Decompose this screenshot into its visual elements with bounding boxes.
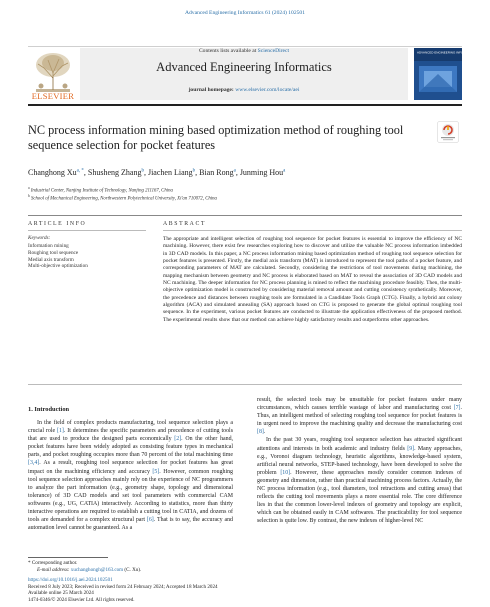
- affiliation-mark: a: [28, 186, 30, 190]
- keyword-item: Multi-objective optimization: [28, 263, 88, 270]
- author-name[interactable]: Changhong Xu: [28, 168, 77, 177]
- body-left-column: [28, 419, 233, 532]
- paragraph-text: . On the other hand, pocket features have been widely adopted as consisting feature types in mechanical parts, and pocket roughing occupies more than 70 percent of the total machining time: [28, 436, 233, 459]
- author-affil-mark: b: [141, 168, 144, 174]
- header-top-rule: [28, 46, 462, 47]
- citation-link[interactable]: [9]: [407, 445, 415, 452]
- article-title: NC process information mining based optimization method of roughing tool sequence selection for pocket features: [28, 123, 404, 152]
- affiliation-mark: b: [28, 194, 30, 198]
- author-name[interactable]: Junming Hou: [239, 168, 284, 177]
- received-dates: Received 8 July 2023; Received in revised form 24 February 2024; Accepted 18 March 2024: [28, 583, 218, 590]
- citation-link[interactable]: [3,4]: [28, 460, 40, 467]
- journal-reference: Advanced Engineering Informatics 61 (2024) 102501: [184, 10, 306, 16]
- email-suffix: (C. Xu).: [123, 567, 142, 573]
- author-affil-mark: a: [283, 168, 286, 174]
- paragraph-text: . It determines the specific parameters and precedence of cutting tools that are used to produce the designed parts economically: [28, 428, 233, 443]
- keywords-list: [28, 243, 146, 270]
- email-label: E-mail address:: [37, 567, 71, 573]
- citation-link[interactable]: [5]: [152, 468, 160, 475]
- citation-link[interactable]: [6]: [146, 517, 154, 524]
- keyword-item: Information mining: [28, 243, 69, 249]
- keywords-rule: [28, 230, 146, 231]
- sciencedirect-link[interactable]: ScienceDirect: [257, 48, 290, 54]
- abstract-heading: ABSTRACT: [163, 221, 207, 227]
- copyright-line: 1474-0346/© 2024 Elsevier Ltd. All rights reserved.: [28, 596, 135, 603]
- section-divider: [28, 215, 462, 216]
- email-link[interactable]: xuchanghongh@163.com: [70, 567, 124, 573]
- homepage-label: journal homepage:: [188, 87, 236, 93]
- author-name[interactable]: Jiachen Liang: [147, 168, 193, 177]
- affiliation-b: [28, 194, 462, 202]
- journal-title: Advanced Engineering Informatics: [156, 60, 332, 74]
- affiliation-text: School of Mechanical Engineering, Northwestern Polytechnical University, Xi'an 710072, China: [31, 196, 217, 202]
- citation-link[interactable]: [2]: [174, 436, 182, 443]
- citation-link[interactable]: [7]: [453, 405, 461, 412]
- journal-cover-thumbnail: [414, 48, 477, 100]
- abstract-text: The appropriate and intelligent selection of roughing tool sequence for pocket features is essential to improve the efficiency of NC machining. However, there exist few researches exploring how to discover and utilize the valuable NC process information imbedded in 3D CAD models. In this paper, a NC process information mining based optimization method of roughing tool sequence selection for pocket features is presented. Firstly, the medial axis transform (MAT) is introduced to represent the tool paths of a pocket feature, and corresponding parameters of MAT are calculated. Secondly, considering the restrictions of tool movements during machining, the mapping mechanism between geometry and NC process is elaborated based on MAT to reveal the association of 3D CAD models and NC machining. The deeper information for NC process planning is mined to reflect the machining procedure feasibly. Then, the multi-objective optimization model is constructed by considering material removal amount and cutting consistency synthetically. Moreover, the precedence and distances between roughing tools are formulated in a Candidate Tools Graph (CTG). Finally, a hybrid ant colony algorithm (ACA) and simulated annealing (SA) approach based on CTG is proposed to generate the global optimal roughing tool sequence. In the experiment, various pocket features are conducted to illustrate the application effectiveness of the proposed method. The experimental results show that our method can achieve highly satisfactory results and outperforms other approaches.: [163, 236, 462, 323]
- citation-link[interactable]: [1]: [57, 428, 64, 435]
- body-paragraph: [257, 396, 462, 436]
- paragraph-text: . As a result, roughing tool sequence selection for pocket features has great impact on the machining efficiency and accuracy: [28, 460, 233, 475]
- elsevier-wordmark: ELSEVIER: [31, 91, 75, 101]
- paragraph-text: .: [263, 429, 266, 436]
- body-paragraph: [257, 436, 462, 525]
- journal-homepage-line: [80, 87, 408, 93]
- author-name[interactable]: Shusheng Zhang: [87, 168, 142, 177]
- paragraph-text: In the past 30 years, roughing tool sequence selection has attracted significant attentions and interests in both academic and industry fields: [257, 437, 462, 452]
- citation-link[interactable]: [8]: [257, 429, 264, 436]
- available-online-date: Available online 25 March 2024: [28, 590, 94, 596]
- body-right-column: [257, 396, 462, 526]
- paragraph-text: In the field of complex products manufacturing, tool sequence selection plays a crucial role: [28, 420, 233, 435]
- keyword-item: Roughing tool sequence: [28, 249, 79, 256]
- abstract-bottom-rule: [28, 384, 462, 385]
- paragraph-text: . However, common roughing tool sequence selection approaches mainly rely on the experience of NC programmers to analyze the part information (e.g., geometry shape, topology and dimensional tolerance) of 3D CAD models and set tool parameters with commercial CAM softwares (e.g., UG, CATIA) interactively. According to statistics, more than thirty interactive operations are required to establish a cutting tool in CATIA, and dozens of tools are demanded for a complex structural part: [28, 468, 233, 524]
- paragraph-text: . Many approaches, e.g., Voronoi diagram technology, heuristic algorithms, knowledge-based system, artificial neural networks, STEP-based technology, have been developed to solve the problem: [257, 445, 462, 476]
- affiliation-text: Industrial Center, Nanjing Institute of Technology, Nanjing 211167, China: [30, 188, 173, 194]
- author-affil-mark: a: [233, 168, 236, 174]
- article-info-heading: ARTICLE INFO: [28, 221, 87, 227]
- author-affil-mark: a, *: [76, 168, 84, 174]
- paragraph-text: result, the selected tools may be unsuitable for pocket features under many circumstances, which causes terrible wastage of labor and manufacturing cost: [257, 397, 462, 412]
- check-for-updates-badge[interactable]: [437, 121, 459, 143]
- corresponding-author-note: * Corresponding author.: [28, 560, 78, 566]
- body-paragraph: [28, 419, 233, 532]
- abstract-top-rule: [163, 230, 462, 231]
- author-name[interactable]: Bian Rong: [199, 168, 234, 177]
- keyword-item: Medial axis transform: [28, 256, 74, 263]
- citation-link[interactable]: [10]: [280, 469, 291, 476]
- header-bottom-rule: [28, 104, 462, 106]
- footnote-rule: [28, 557, 108, 558]
- author-list: Changhong $Xu^{a, *}$, Shusheng Zhang$^b$, Jiachen Liang$^b$, Bian Rong$^a$, Junming Hou$^a$: [28, 168, 286, 177]
- email-line: [37, 567, 337, 574]
- homepage-link[interactable]: www.elsevier.com/locate/aei: [235, 87, 300, 93]
- cover-title-line-1: ADVANCED ENGINEERING INFORMATICS: [417, 50, 477, 55]
- contents-prefix: Contents lists available at: [198, 48, 258, 54]
- affiliation-a: [28, 186, 462, 194]
- doi-link[interactable]: https://doi.org/10.1016/j.aei.2024.102501: [28, 577, 113, 583]
- paragraph-text: . That is to say, the accuracy and automation level cannot be guaranteed. As a: [28, 517, 233, 532]
- paragraph-text: . Thus, an intelligent method of selecting roughing tool sequence for pocket features is in urgent need to improve the machining quality and decrease the manufacturing cost: [257, 405, 462, 428]
- keywords-label: Keywords:: [28, 235, 51, 241]
- author-affil-mark: b: [192, 168, 196, 174]
- section-1-heading: 1. Introduction: [28, 406, 70, 413]
- contents-line: [80, 48, 408, 54]
- paragraph-text: . However, these approaches mostly consider common indexes of geometry and dimension, rather than practical machining process factors. Actually, the NC process information (e.g., tool diameters, tool retractions and cutting areas) that reflects the cutting tool movements plays a more essential role. The core difference lies in that the common lower-level indexes of geometry and topology are explicit, which can be obtained easily in CAM softwares. The practicability for tool sequence selection is quite low. By contrast, the new indexes of higher-level NC: [257, 469, 462, 525]
